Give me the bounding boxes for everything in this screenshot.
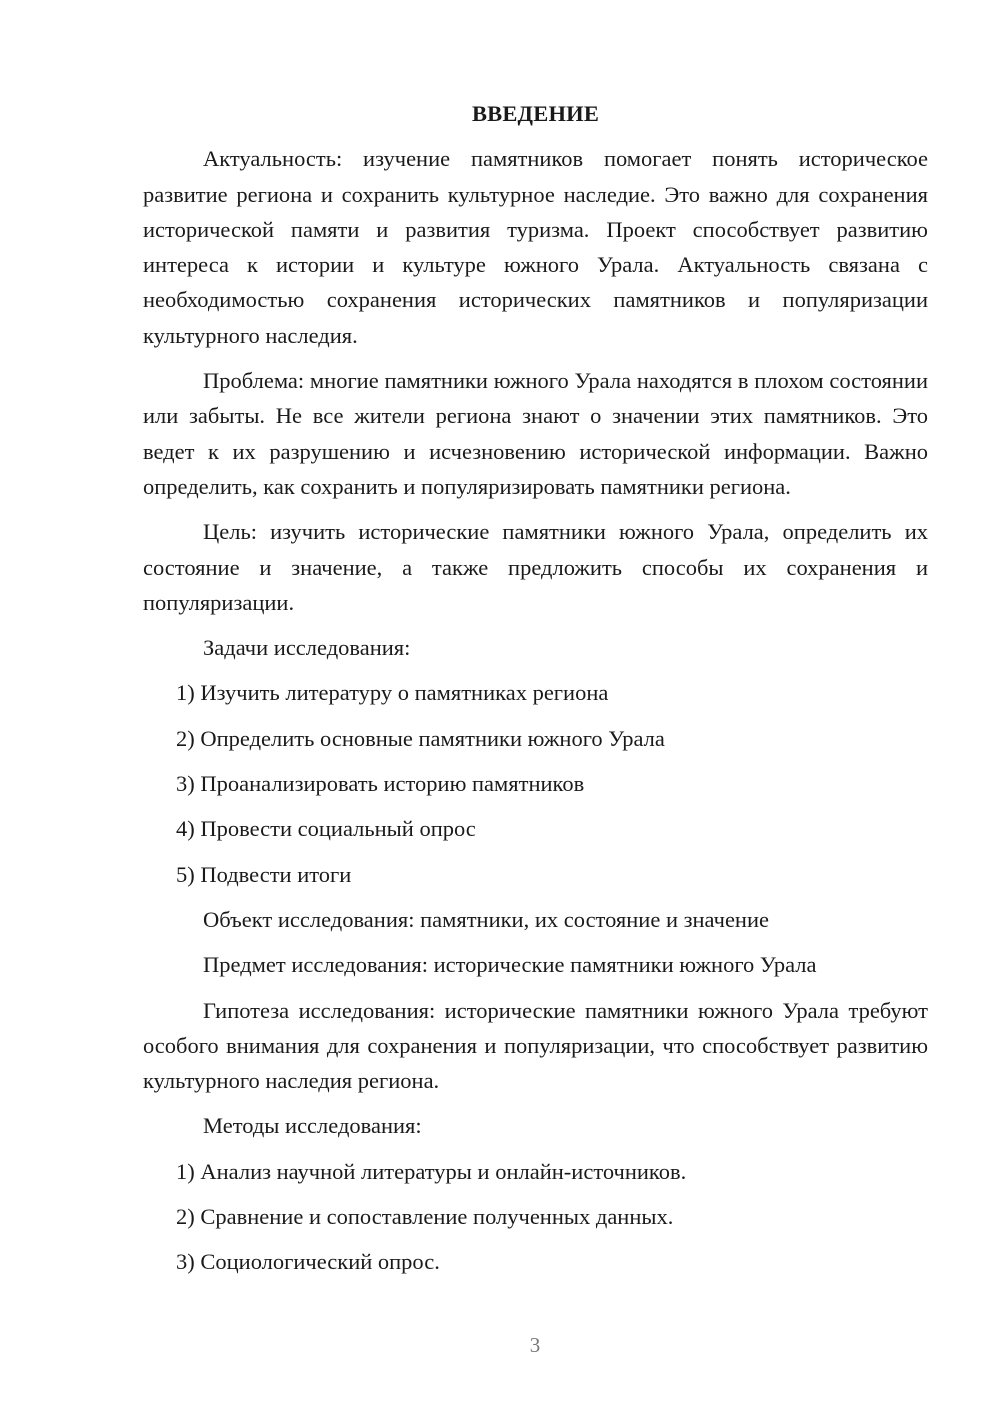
object-paragraph: Объект исследования: памятники, их состояние и значение (203, 906, 770, 932)
task-item-4: 4) Провести социальный опрос (176, 816, 476, 842)
tasks-label: Задачи исследования: (203, 635, 411, 661)
page-heading: ВВЕДЕНИЕ (471, 101, 600, 126)
task-item-2: 2) Определить основные памятники южного Урала (176, 725, 665, 751)
page-number: 3 (529, 1333, 541, 1357)
page-content (143, 96, 928, 1290)
method-item-1: 1) Анализ научной литературы и онлайн-источников. (176, 1158, 687, 1184)
task-item-5: 5) Подвести итоги (176, 861, 352, 887)
task-item-3: 3) Проанализировать историю памятников (176, 771, 585, 797)
hypothesis-paragraph: Гипотеза исследования: исторические памятники южного Урала требуют особого внимания для сохранения и популяризации, что способствует развитию культурного наследия региона. (143, 997, 928, 1094)
problem-paragraph: Проблема: многие памятники южного Урала находятся в плохом состоянии или забыты. Не все жители региона знают о значении этих памятников. Это ведет к их разрушению и исчезновению исторической информации. Важно определить, как сохранить и популяризировать памятники региона. (143, 368, 928, 499)
subject-paragraph: Предмет исследования: исторические памятники южного Урала (203, 952, 817, 978)
methods-label: Методы исследования: (203, 1113, 422, 1139)
task-item-1: 1) Изучить литературу о памятниках региона (176, 680, 609, 706)
relevance-paragraph: Актуальность: изучение памятников помогает понять историческое развитие региона и сохранить культурное наследие. Это важно для сохранения исторической памяти и развития туризма. Проект способствует развитию интереса к истории и культуре южного Урала. Актуальность связана с необходимостью сохранения исторических памятников и популяризации культурного наследия. (143, 146, 928, 348)
goal-paragraph: Цель: изучить исторические памятники южного Урала, определить их состояние и значение, а также предложить способы их сохранения и популяризации. (143, 519, 928, 615)
method-item-2: 2) Сравнение и сопоставление полученных данных. (176, 1204, 674, 1230)
method-item-3: 3) Социологический опрос. (176, 1249, 440, 1275)
